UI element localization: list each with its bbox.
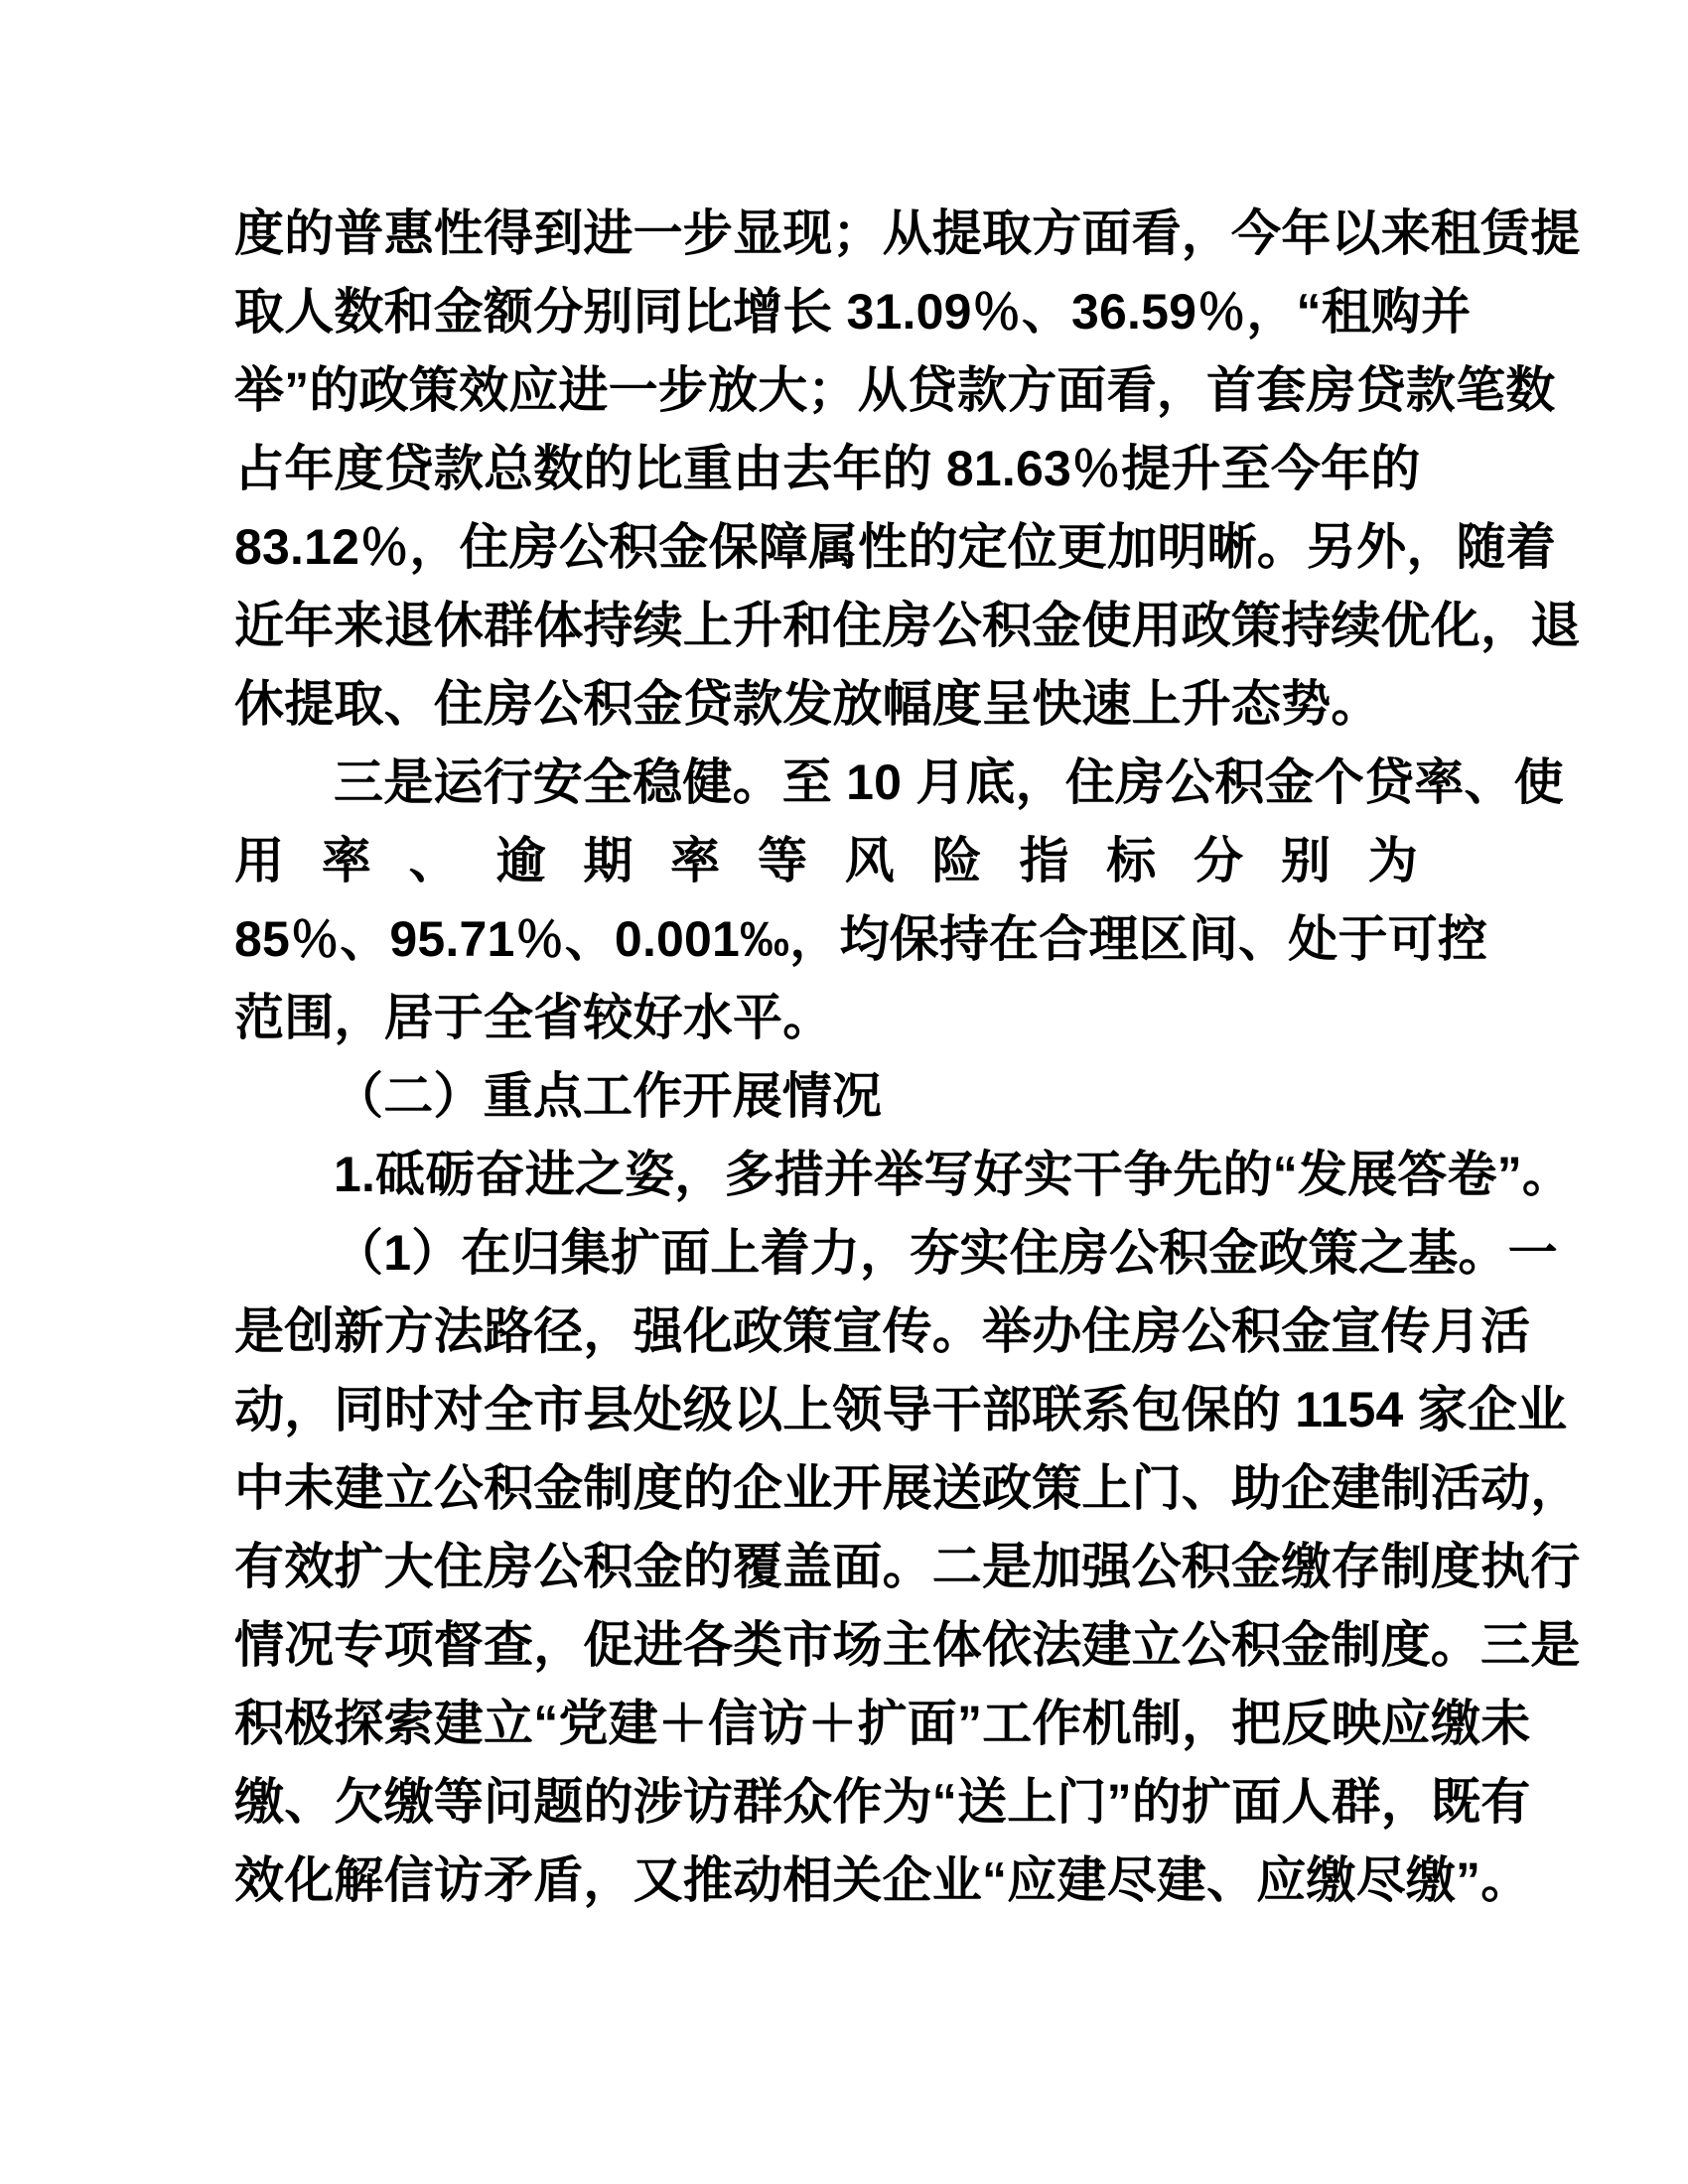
- paragraph-body-continuation: [234, 195, 1581, 744]
- text-line: 情况专项督查，促进各类市场主体依法建立公积金制度。三是: [234, 1617, 1581, 1673]
- justified-char: 、: [408, 833, 459, 888]
- text-line: （1）在归集扩面上着力，夯实住房公积金政策之基。一: [334, 1225, 1558, 1281]
- text-line: 动，同时对全市县处级以上领导干部联系包保的 1154 家企业: [234, 1382, 1568, 1437]
- section-heading: （二）重点工作开展情况: [334, 1068, 883, 1124]
- text-line: 85％、95.71％、0.001‰，均保持在合理区间、处于可控: [234, 911, 1488, 967]
- text-line: 效化解信访矛盾，又推动相关企业“应建尽建、应缴尽缴”。: [234, 1852, 1531, 1908]
- justified-char: 用: [234, 833, 285, 888]
- justified-char: 风: [844, 833, 895, 888]
- text-line: 取人数和金额分别同比增长 31.09％、36.59％，“租购并: [234, 284, 1472, 340]
- document-body: [234, 195, 1581, 1920]
- text-line: 83.12％，住房公积金保障属性的定位更加明晰。另外，随着: [234, 519, 1556, 575]
- text-line: 举”的政策效应进一步放大；从贷款方面看，首套房贷款笔数: [234, 362, 1556, 418]
- text-line: 休提取、住房公积金贷款发放幅度呈快速上升态势。: [234, 676, 1381, 732]
- text-line: 占年度贷款总数的比重由去年的 81.63％提升至今年的: [234, 441, 1421, 496]
- subsection-heading: 1.砥砺奋进之姿，多措并举写好实干争先的“发展答卷”。: [334, 1147, 1573, 1202]
- justified-char: 指: [1019, 833, 1069, 888]
- justified-char: 险: [931, 833, 982, 888]
- justified-char: 逾: [495, 833, 546, 888]
- justified-char: 别: [1280, 833, 1332, 888]
- text-line-justified: [234, 822, 1418, 900]
- text-line: 是创新方法路径，强化政策宣传。举办住房公积金宣传月活: [234, 1303, 1531, 1359]
- text-line: 近年来退休群体持续上升和住房公积金使用政策持续优化，退: [234, 598, 1581, 653]
- paragraph-operation-safety: [234, 744, 1564, 1057]
- heading-key-work-section: [234, 1057, 1418, 1136]
- justified-char: 标: [1106, 833, 1157, 888]
- paragraph-collection-expansion: [234, 1214, 1581, 1920]
- text-line: 范围，居于全省较好水平。: [234, 990, 833, 1045]
- text-line: 度的普惠性得到进一步显现；从提取方面看，今年以来租赁提: [234, 205, 1581, 261]
- text-line: 中未建立公积金制度的企业开展送政策上门、助企建制活动，: [234, 1460, 1581, 1516]
- justified-char: 分: [1194, 833, 1244, 888]
- justified-char: 等: [757, 833, 808, 888]
- text-line: 缴、欠缴等问题的涉访群众作为“送上门”的扩面人群，既有: [234, 1774, 1531, 1830]
- justified-char: 率: [321, 833, 372, 888]
- text-line: 有效扩大住房公积金的覆盖面。二是加强公积金缴存制度执行: [234, 1539, 1581, 1594]
- heading-item-1: [234, 1136, 1573, 1214]
- justified-char: 期: [583, 833, 633, 888]
- justified-char: 为: [1367, 833, 1418, 888]
- text-line: 三是运行安全稳健。至 10 月底，住房公积金个贷率、使: [334, 754, 1564, 810]
- text-line: 积极探索建立“党建＋信访＋扩面”工作机制，把反映应缴未: [234, 1696, 1531, 1751]
- justified-char: 率: [670, 833, 721, 888]
